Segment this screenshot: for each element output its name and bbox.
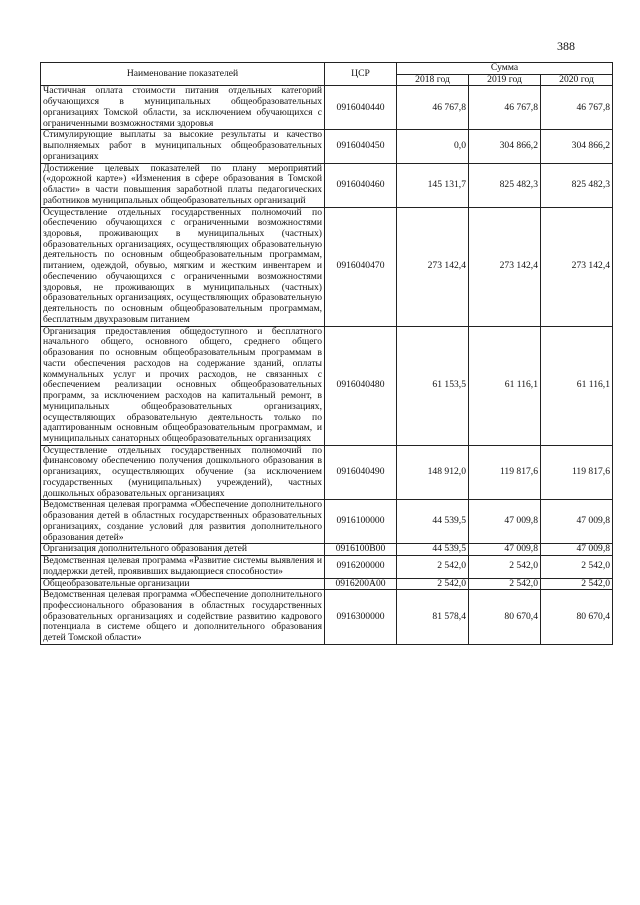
row-value-2018: 148 912,0 <box>397 445 469 500</box>
row-value-2018: 81 578,4 <box>397 590 469 645</box>
table-row <box>41 556 613 578</box>
row-code: 0916040470 <box>325 207 397 326</box>
row-code: 0916200000 <box>325 556 397 578</box>
header-year-2020: 2020 год <box>541 74 613 86</box>
row-value-2020: 273 142,4 <box>541 207 613 326</box>
table-header <box>41 63 613 86</box>
row-code: 0916100000 <box>325 500 397 544</box>
header-sum: Сумма <box>397 63 613 75</box>
row-value-2020: 119 817,6 <box>541 445 613 500</box>
row-code: 0916040480 <box>325 326 397 445</box>
row-value-2019: 47 009,8 <box>469 500 541 544</box>
row-value-2018: 273 142,4 <box>397 207 469 326</box>
table-row <box>41 500 613 544</box>
table-body <box>41 86 613 644</box>
row-value-2019: 47 009,8 <box>469 544 541 556</box>
table-row <box>41 207 613 326</box>
header-name: Наименование показателей <box>41 63 325 86</box>
row-value-2020: 47 009,8 <box>541 544 613 556</box>
row-value-2018: 145 131,7 <box>397 163 469 207</box>
row-value-2019: 304 866,2 <box>469 130 541 163</box>
row-value-2020: 825 482,3 <box>541 163 613 207</box>
header-code: ЦСР <box>325 63 397 86</box>
row-name: Осуществление отдельных государственных полномочий по обеспечению обучающихся с ограниченными возможностями здоровья, проживающих в муниципальных (частных) образовательных организациях, осуществляющих образовательную деятельность по основным общеобразовательным программам, питанием, одеждой, обувью, мягким и жестким инвентарем и обеспечению обучающихся с ограниченными возможностями здоровья, не проживающих в муниципальных (частных) образовательных организациях, осуществляющих образовательную деятельность по основным общеобразовательным программам, бесплатным двухразовым питанием <box>41 207 325 326</box>
row-value-2018: 2 542,0 <box>397 556 469 578</box>
row-value-2018: 44 539,5 <box>397 500 469 544</box>
row-value-2020: 80 670,4 <box>541 590 613 645</box>
row-value-2018: 61 153,5 <box>397 326 469 445</box>
row-name: Ведомственная целевая программа «Обеспечение дополнительного образования детей в областных государственных образовательных организациях, создание условий для развития дополнительного образования детей» <box>41 500 325 544</box>
row-code: 0916100В00 <box>325 544 397 556</box>
row-name: Организация предоставления общедоступного и бесплатного начального общего, основного общего, среднего общего образования по основным общеобразовательным программам в части обеспечения расходов на содержание зданий, оплаты коммунальных услуг и прочих расходов, не связанных с обеспечением реализации основных общеобразовательных программ, за исключением расходов на капитальный ремонт, в муниципальных общеобразовательных организациях, осуществляющих образовательную деятельность только по адаптированным основным общеобразовательным программам, и муниципальных санаторных общеобразовательных организациях <box>41 326 325 445</box>
row-name: Осуществление отдельных государственных полномочий по финансовому обеспечению получения дошкольного образования в организациях, осуществляющих обучение (за исключением государственных (муниципальных) учреждений), частных дошкольных образовательных организациях <box>41 445 325 500</box>
header-year-2019: 2019 год <box>469 74 541 86</box>
table-row <box>41 130 613 163</box>
row-value-2018: 46 767,8 <box>397 86 469 130</box>
row-value-2020: 2 542,0 <box>541 556 613 578</box>
row-name: Ведомственная целевая программа «Обеспечение дополнительного профессионального образования в областных государственных образовательных организациях и содействие развитию кадрового потенциала в системе общего и дополнительного образования детей Томской области» <box>41 590 325 645</box>
page-number: 388 <box>557 39 575 53</box>
row-name: Достижение целевых показателей по плану мероприятий («дорожной карте») «Изменения в сфере образования в Томской области» в части повышения заработной платы педагогических работников муниципальных общеобразовательных организаций <box>41 163 325 207</box>
row-value-2019: 119 817,6 <box>469 445 541 500</box>
row-code: 0916040450 <box>325 130 397 163</box>
row-code: 0916040490 <box>325 445 397 500</box>
row-value-2018: 44 539,5 <box>397 544 469 556</box>
row-value-2020: 2 542,0 <box>541 578 613 590</box>
table-row <box>41 578 613 590</box>
row-value-2020: 61 116,1 <box>541 326 613 445</box>
row-code: 0916040460 <box>325 163 397 207</box>
row-value-2019: 80 670,4 <box>469 590 541 645</box>
table-row <box>41 445 613 500</box>
row-code: 0916300000 <box>325 590 397 645</box>
row-value-2020: 304 866,2 <box>541 130 613 163</box>
table-row <box>41 86 613 130</box>
budget-table <box>40 62 613 645</box>
row-name: Частичная оплата стоимости питания отдельных категорий обучающихся в муниципальных общеобразовательных организациях Томской области, за исключением обучающихся с ограниченными возможностями здоровья <box>41 86 325 130</box>
row-code: 0916040440 <box>325 86 397 130</box>
row-value-2019: 825 482,3 <box>469 163 541 207</box>
row-value-2019: 46 767,8 <box>469 86 541 130</box>
row-value-2019: 273 142,4 <box>469 207 541 326</box>
row-code: 0916200А00 <box>325 578 397 590</box>
row-value-2020: 46 767,8 <box>541 86 613 130</box>
header-year-2018: 2018 год <box>397 74 469 86</box>
row-value-2018: 0,0 <box>397 130 469 163</box>
row-value-2020: 47 009,8 <box>541 500 613 544</box>
row-value-2018: 2 542,0 <box>397 578 469 590</box>
row-name: Организация дополнительного образования детей <box>41 544 325 556</box>
row-name: Ведомственная целевая программа «Развитие системы выявления и поддержки детей, проявивших выдающиеся способности» <box>41 556 325 578</box>
table-row <box>41 544 613 556</box>
row-name: Стимулирующие выплаты за высокие результаты и качество выполняемых работ в муниципальных общеобразовательных организациях <box>41 130 325 163</box>
row-value-2019: 2 542,0 <box>469 578 541 590</box>
row-value-2019: 61 116,1 <box>469 326 541 445</box>
table-row <box>41 326 613 445</box>
row-value-2019: 2 542,0 <box>469 556 541 578</box>
row-name: Общеобразовательные организации <box>41 578 325 590</box>
table-row <box>41 163 613 207</box>
table-row <box>41 590 613 645</box>
